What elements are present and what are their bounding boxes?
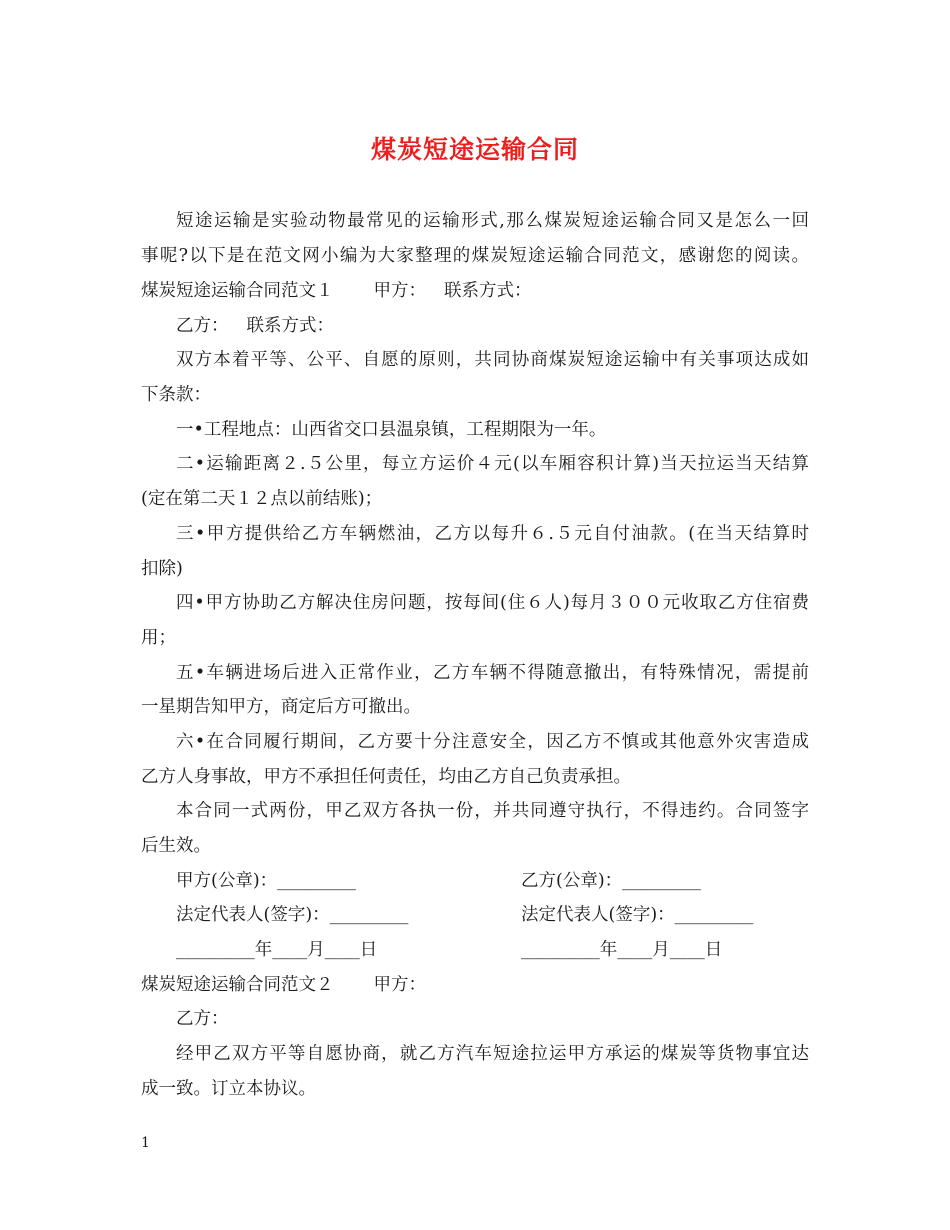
clause-6-line-1: 六•在合同履行期间，乙方要十分注意安全，因乙方不慎或其他意外灾害造成	[176, 732, 809, 752]
sign-a-rep: 法定代表人(签字)：_________	[176, 905, 409, 925]
page-number: 1	[141, 1135, 150, 1151]
closing-line-1: 本合同一式两份，甲乙双方各执一份，并共同遵守执行，不得违约。合同签字	[176, 801, 809, 821]
sample2-body-line-1: 经甲乙双方平等自愿协商，就乙方汽车短途拉运甲方承运的煤炭等货物事宜达	[176, 1044, 809, 1064]
sample1-heading: 煤炭短途运输合同范文１	[141, 281, 334, 301]
clause-5-line-2: 一星期告知甲方，商定后方可撤出。	[141, 697, 421, 717]
clause-3-line-1: 三•甲方提供给乙方车辆燃油，乙方以每升６.５元自付油款。(在当天结算时	[176, 524, 809, 544]
clause-5-line-1: 五•车辆进场后进入正常作业，乙方车辆不得随意撤出，有特殊情况，需提前	[176, 663, 809, 683]
clause-4-line-2: 用；	[141, 628, 176, 648]
sign-b-rep: 法定代表人(签字)：_________	[521, 905, 754, 925]
sample1-party-b-row	[176, 314, 334, 338]
sample1-party-b: 乙方：	[176, 316, 229, 336]
sample1-party-b-contact: 联系方式：	[246, 316, 334, 336]
intro-line-1: 短途运输是实验动物最常见的运输形式,那么煤炭短途运输合同又是怎么一回	[176, 211, 809, 231]
sample2-party-a: 甲方：	[373, 975, 426, 995]
preamble-line-2: 下条款：	[141, 385, 211, 405]
sample2-body-line-2: 成一致。订立本协议。	[141, 1079, 316, 1099]
date-a: _________年____月____日	[176, 940, 378, 960]
sample2-heading: 煤炭短途运输合同范文２	[141, 975, 334, 995]
sample1-heading-row	[141, 279, 532, 303]
sample1-party-a: 甲方：	[373, 281, 426, 301]
intro-line-2: 事呢?以下是在范文网小编为大家整理的煤炭短途运输合同范文，感谢您的阅读。	[141, 246, 809, 266]
sign-a-seal: 甲方(公章)：_________	[176, 871, 356, 891]
sign-b-seal: 乙方(公章)：_________	[521, 871, 701, 891]
preamble-line-1: 双方本着平等、公平、自愿的原则，共同协商煤炭短途运输中有关事项达成如	[176, 350, 809, 370]
clause-4-line-1: 四•甲方协助乙方解决住房问题，按每间(住６人)每月３００元收取乙方住宿费	[176, 593, 809, 613]
sample2-party-b: 乙方：	[176, 1009, 229, 1029]
sample1-party-a-contact: 联系方式：	[444, 281, 532, 301]
clause-1: 一•工程地点：山西省交口县温泉镇，工程期限为一年。	[176, 420, 607, 440]
document-title: 煤炭短途运输合同	[370, 135, 579, 164]
clause-2-line-1: 二•运输距离２.５公里，每立方运价４元(以车厢容积计算)当天拉运当天结算	[176, 454, 809, 474]
clause-6-line-2: 乙方人身事故，甲方不承担任何责任，均由乙方自己负责承担。	[141, 767, 631, 787]
clause-2-line-2: (定在第二天１２点以前结账)；	[141, 489, 383, 509]
closing-line-2: 后生效。	[141, 836, 211, 856]
sample2-heading-row	[141, 973, 426, 997]
clause-3-line-2: 扣除)	[141, 559, 183, 579]
date-b: _________年____月____日	[521, 940, 723, 960]
